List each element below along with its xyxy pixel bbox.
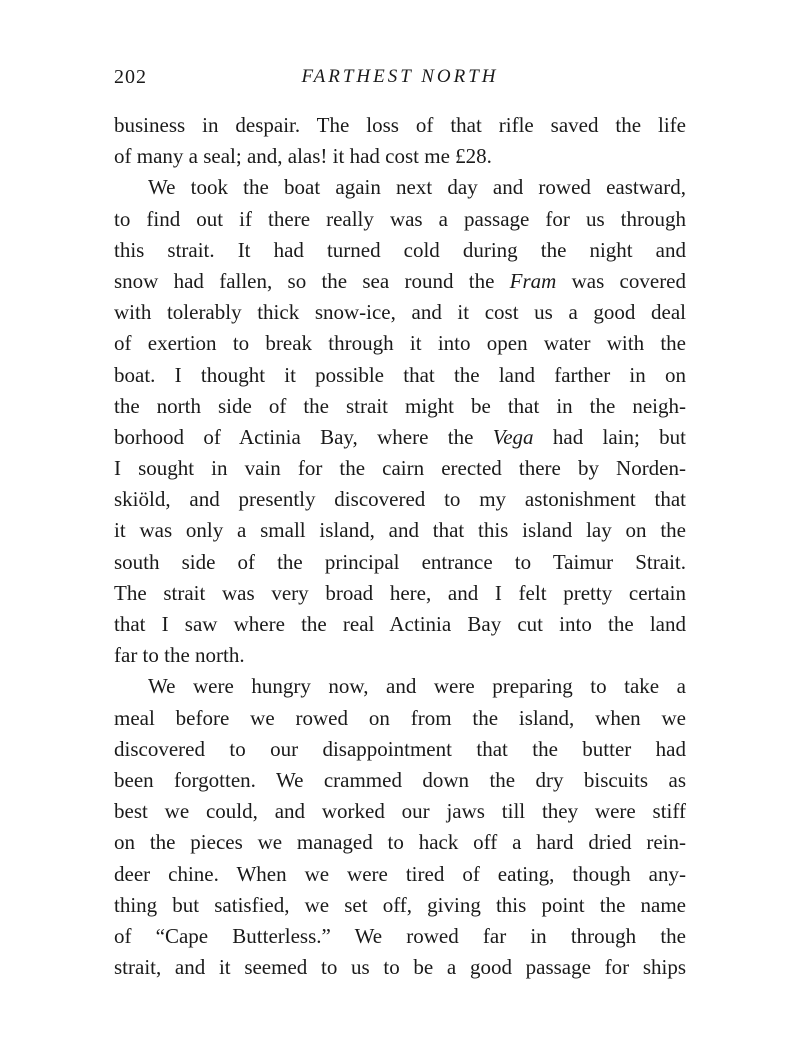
text-line: of exertion to break through it into open water with the <box>114 331 686 356</box>
text-line: it was only a small island, and that this island lay on the <box>114 518 686 543</box>
page-header <box>114 66 686 94</box>
ship-name-vega: Vega <box>492 424 534 449</box>
text-segment: was covered <box>571 268 687 293</box>
text-line: with tolerably thick snow-ice, and it cost us a good deal <box>114 300 686 325</box>
text-segment: borhood of Actinia Bay, where the <box>114 424 474 449</box>
text-line: best we could, and worked our jaws till they were stiff <box>114 799 686 824</box>
page-number: 202 <box>114 66 147 88</box>
text-line: been forgotten. We crammed down the dry biscuits as <box>114 767 686 792</box>
text-line <box>114 266 686 297</box>
text-line: We were hungry now, and were preparing to take a <box>148 674 686 699</box>
text-line: discovered to our disappointment that the butter had <box>114 736 686 761</box>
text-line: this strait. It had turned cold during the night and <box>114 237 686 262</box>
text-line: deer chine. When we were tired of eating, though any- <box>114 861 686 886</box>
text-segment: had lain; but <box>552 424 687 449</box>
body-text <box>114 110 686 983</box>
text-line: on the pieces we managed to hack off a hard dried rein- <box>114 830 686 855</box>
text-line: south side of the principal entrance to Taimur Strait. <box>114 549 686 574</box>
text-line: skiöld, and presently discovered to my astonishment that <box>114 487 686 512</box>
text-line <box>114 422 686 453</box>
text-line: boat. I thought it possible that the land farther in on <box>114 362 686 387</box>
text-line: that I saw where the real Actinia Bay cut into the land <box>114 612 686 636</box>
text-segment: snow had fallen, so the sea round the <box>114 268 495 293</box>
text-line: of “Cape Butterless.” We rowed far in through the <box>114 923 686 948</box>
running-title: FARTHEST NORTH <box>301 66 499 87</box>
text-line: meal before we rowed on from the island, when we <box>114 705 686 730</box>
text-line: We took the boat again next day and rowed eastward, <box>148 175 686 200</box>
text-line: strait, and it seemed to us to be a good passage for ships <box>114 955 686 980</box>
text-line: the north side of the strait might be that in the neigh- <box>114 393 686 418</box>
text-line: of many a seal; and, alas! it had cost me £28. <box>114 144 492 169</box>
text-line: far to the north. <box>114 643 245 668</box>
ship-name-fram: Fram <box>509 268 557 293</box>
text-line: I sought in vain for the cairn erected there by Norden- <box>114 456 686 481</box>
text-line: to find out if there really was a passage for us through <box>114 206 686 231</box>
text-line: business in despair. The loss of that rifle saved the life <box>114 113 686 137</box>
text-line: The strait was very broad here, and I felt pretty certain <box>114 580 686 605</box>
text-line: thing but satisfied, we set off, giving this point the name <box>114 892 686 917</box>
